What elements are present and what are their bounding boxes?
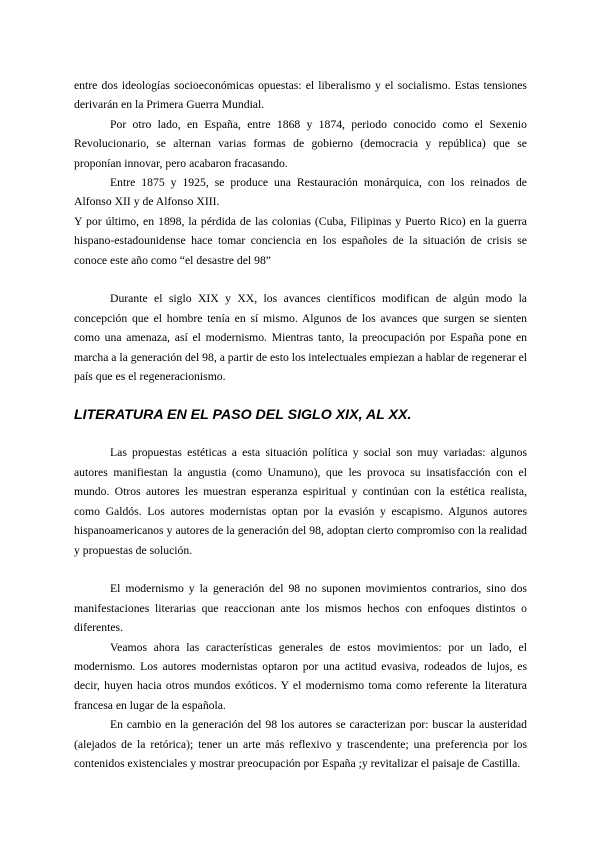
paragraph-caracteristicas-modernismo: Veamos ahora las características generales de estos movimientos: por un lado, el modernismo. Los autores modernistas optaron por una actitud evasiva, rodeados de lujos, es decir, huyen hacia otros mundos exóticos. Y el modernismo toma como referente la literatura francesa en lugar de la española. [74, 640, 527, 712]
paragraph-modernismo-y-98: El modernismo y la generación del 98 no suponen movimientos contrarios, sino dos manifestaciones literarias que reaccionan ante los mismos hechos con enfoques distintos o diferentes. [74, 582, 527, 635]
paragraph-restauracion: Entre 1875 y 1925, se produce una Restauración monárquica, con los reinados de Alfonso XII y de Alfonso XIII. [74, 176, 527, 209]
paragraph-propuestas-esteticas: Las propuestas estéticas a esta situación política y social son muy variadas: algunos autores manifiestan la angustia (como Unamuno), que les provoca su insatisfacción con el mundo. Otros autores les muestran esperanza espiritual y continúan con la estética realista, como Galdós. Los autores modernistas optan por la evasión y escapismo. Algunos autores hispanoamericanos y autores de la generación del 98, adoptan cierto compromiso con la realidad y propuestas de solución. [74, 446, 527, 557]
paragraph-sexenio: Por otro lado, en España, entre 1868 y 1874, periodo conocido como el Sexenio Revolucionario, se alternan varias formas de gobierno (democracia y república) que se proponían innovar, pero acabaron fracasando. [74, 117, 527, 170]
paragraph-avances-cientificos: Durante el siglo XIX y XX, los avances científicos modifican de algún modo la concepción que el hombre tenía en sí mismo. Algunos de los avances que surgen se sienten como una amenaza, así el modernismo. Mientras tanto, la preocupación por España pone en marcha a la generación del 98, a partir de esto los intelectuales empiezan a hablar de regenerar el país que es el regeneracionismo. [74, 292, 527, 384]
paragraph-continuation: entre dos ideologías socioeconómicas opuestas: el liberalismo y el socialismo. Estas tensiones derivarán en la Primera Guerra Mundial. [74, 79, 527, 112]
paragraph-desastre-98: Y por último, en 1898, la pérdida de las colonias (Cuba, Filipinas y Puerto Rico) en la guerra hispano-estadounidense hace tomar conciencia en los españoles de la situación de crisis se conoce este año como “el desastre del 98” [74, 214, 527, 267]
paragraph-generacion-98: En cambio en la generación del 98 los autores se caracterizan por: buscar la austeridad (alejados de la retórica); tener un arte más reflexivo y trascendente; una preferencia por los contenidos existenciales y mostrar preocupación por España ;y revitalizar el paisaje de Castilla. [74, 718, 527, 770]
section-heading: LITERATURA EN EL PASO DEL SIGLO XIX, AL XX. [74, 407, 412, 424]
